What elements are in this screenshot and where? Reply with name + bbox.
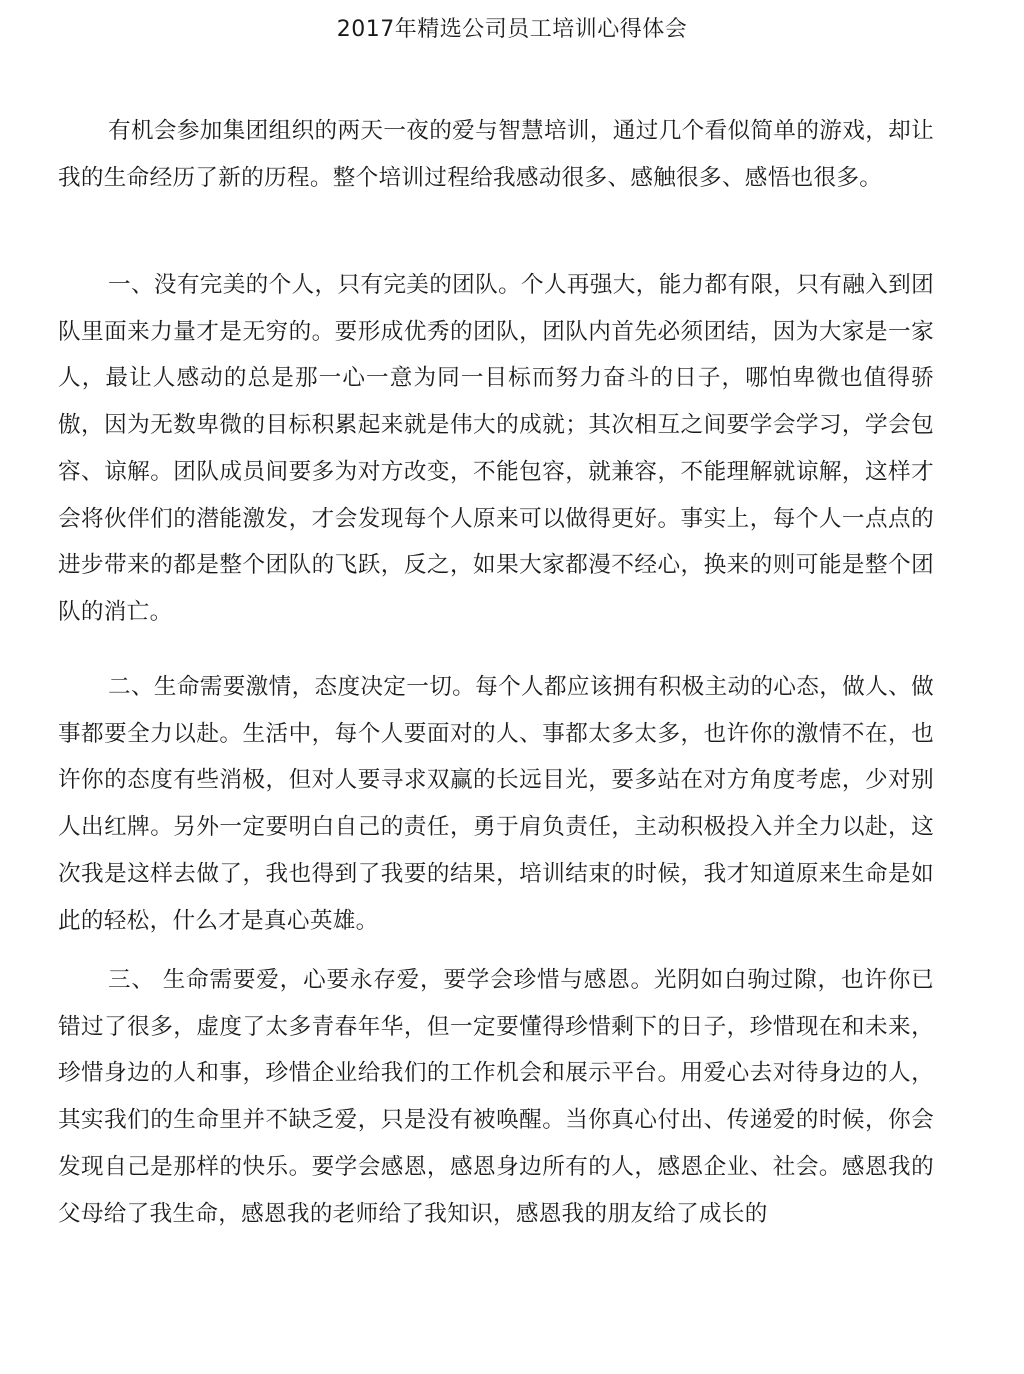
paragraph-point-one: 一、没有完美的个人，只有完美的团队。个人再强大，能力都有限，只有融入到团队里面来力量才是无穷的。要形成优秀的团队，团队内首先必须团结，因为大家是一家人，最让人感动的总是那一心一意为同一目标而努力奋斗的日子，哪怕卑微也值得骄傲，因为无数卑微的目标积累起来就是伟大的成就；其次相互之间要学会学习，学会包容、谅解。团队成员间要多为对方改变，不能包容，就兼容，不能理解就谅解，这样才会将伙伴们的潜能激发，才会发现每个人原来可以做得更好。事实上，每个人一点点的进步带来的都是整个团队的飞跃，反之，如果大家都漫不经心，换来的则可能是整个团队的消亡。 [58,272,934,625]
paragraph-point-three: 三、 生命需要爱，心要永存爱，要学会珍惜与感恩。光阴如白驹过隙，也许你已错过了很多，虚度了太多青春年华，但一定要懂得珍惜剩下的日子，珍惜现在和未来，珍惜身边的人和事，珍惜企业给我们的工作机会和展示平台。用爱心去对待身边的人，其实我们的生命里并不缺乏爱，只是没有被唤醒。当你真心付出、传递爱的时候，你会发现自己是那样的快乐。要学会感恩，感恩身边所有的人，感恩企业、社会。感恩我的父母给了我生命，感恩我的老师给了我知识，感恩我的朋友给了成长的 [58,967,934,1227]
paragraph-point-two: 二、生命需要激情，态度决定一切。每个人都应该拥有积极主动的心态，做人、做事都要全力以赴。生活中，每个人要面对的人、事都太多太多，也许你的激情不在，也许你的态度有些消极，但对人要寻求双赢的长远目光，要多站在对方角度考虑，少对别人出红牌。另外一定要明白自己的责任，勇于肩负责任，主动积极投入并全力以赴，这次我是这样去做了，我也得到了我要的结果，培训结束的时候，我才知道原来生命是如此的轻松，什么才是真心英雄。 [58,674,934,934]
document-title: 2017年精选公司员工培训心得体会 [336,17,688,42]
paragraph-intro: 有机会参加集团组织的两天一夜的爱与智慧培训，通过几个看似简单的游戏，却让我的生命经历了新的历程。整个培训过程给我感动很多、感触很多、感悟也很多。 [58,118,934,191]
